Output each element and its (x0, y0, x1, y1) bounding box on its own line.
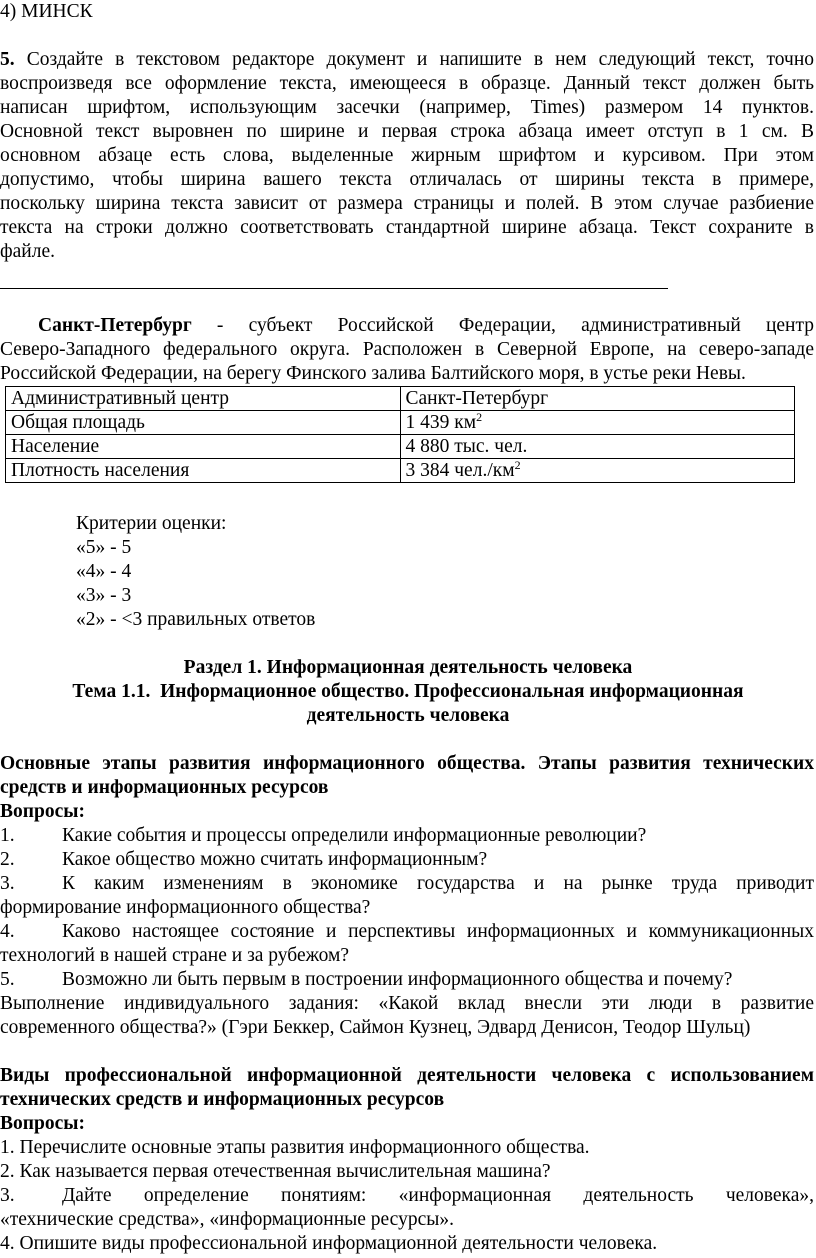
table-row (6, 411, 795, 435)
task5-line-9: файле. (0, 241, 55, 262)
block1-heading-line-1: Основные этапы развития информационного общества. Этапы развития технических (0, 753, 814, 774)
city-line: 4) МИНСК (0, 1, 93, 22)
task5-line-7: поскольку ширина текста зависит от размера страницы и полей. В этом случае разбиение (0, 193, 814, 214)
block1-question-4-cont: технологий в нашей стране и за рубежом? (0, 945, 349, 966)
table-cell-value: 4 880 тыс. чел. (400, 435, 795, 459)
table-row (6, 435, 795, 459)
table-cell-value: Санкт-Петербург (400, 387, 795, 411)
table-cell-label: Общая площадь (6, 411, 401, 435)
table-cell-value: 1 439 $км^2$ (400, 411, 795, 435)
task5-line-1: 5. Создайте в текстовом редакторе документ и напишите в нем следующий текст, точно (0, 49, 814, 70)
table-row (6, 387, 795, 411)
block1-question-3-cont: формирование информационного общества? (0, 897, 371, 918)
block2-heading-line-2: технических средств и информационных ресурсов (0, 1089, 445, 1110)
sample-line-2: Северо-Западного федерального округа. Расположен в Северной Европе, на северо-западе (0, 339, 814, 360)
criteria-title: Критерии оценки: (76, 513, 227, 534)
topic-title-line-2: деятельность человека (306, 705, 510, 726)
block2-question-3-cont: «технические средства», «информационные ресурсы». (0, 1209, 454, 1230)
table-cell-label: Население (6, 435, 401, 459)
topic-title-line-1: Тема 1.1. Информационное общество. Профессиональная информационная (72, 681, 744, 702)
sample-bold-term: Санкт-Петербург (38, 315, 192, 336)
block2-questions-label: Вопросы: (0, 1113, 85, 1134)
block1-question-5: 5. Возможно ли быть первым в построении информационного общества и почему? (0, 969, 733, 990)
block1-heading-line-2: средств и информационных ресурсов (0, 777, 329, 798)
table-cell-value: 3 384 $чел./км^2$ (400, 459, 795, 483)
task5-line-3: написан шрифтом, использующим засечки (например, Times) размером 14 пунктов. (0, 97, 814, 118)
table-cell-label: Административный центр (6, 387, 401, 411)
section-title: Раздел 1. Информационная деятельность человека (183, 657, 633, 678)
task5-line-4: Основной текст выровнен по ширине и первая строка абзаца имеет отступ в 1 см. В (0, 121, 814, 142)
task5-line-6: допустимо, чтобы ширина вашего текста отличалась от ширины текста в примере, (0, 169, 814, 190)
task5-line-2: воспроизведя все оформление текста, имеющееся в образце. Данный текст должен быть (0, 73, 814, 94)
block2-question-1: 1. Перечислите основные этапы развития информационного общества. (0, 1137, 590, 1158)
block2-question-2: 2. Как называется первая отечественная вычислительная машина? (0, 1161, 551, 1182)
block1-questions-label: Вопросы: (0, 801, 85, 822)
divider-line (0, 288, 668, 289)
criteria-item: «2» - <3 правильных ответов (76, 609, 316, 630)
city-info-table (5, 386, 795, 483)
block2-heading-line-1: Виды профессиональной информационной деятельности человека с использованием (0, 1065, 814, 1086)
block1-question-4: 4. Каково настоящее состояние и перспективы информационных и коммуникационных (0, 921, 814, 942)
sample-line-3: Российской Федерации, на берегу Финского залива Балтийского моря, в устье реки Невы. (0, 363, 746, 384)
block2-question-4: 4. Опишите виды профессиональной информационной деятельности человека. (0, 1233, 658, 1254)
criteria-item: «4» - 4 (76, 561, 132, 582)
task5-line-8: текста на строки должно соответствовать стандартной ширине абзаца. Текст сохраните в (0, 217, 814, 238)
block1-question-2: 2. Какое общество можно считать информационным? (0, 849, 488, 870)
block1-question-3: 3. К каким изменениям в экономике государства и на рынке труда приводит (0, 873, 814, 894)
block1-question-1: 1. Какие события и процессы определили информационные революции? (0, 825, 647, 846)
block1-task-line-1: Выполнение индивидуального задания: «Какой вклад внесли эти люди в развитие (0, 993, 814, 1014)
task5-line-5: основном абзаце есть слова, выделенные жирным шрифтом и курсивом. При этом (0, 145, 814, 166)
criteria-item: «5» - 5 (76, 537, 132, 558)
block1-task-line-2: современного общества?» (Гэри Беккер, Саймон Кузнец, Эдвард Денисон, Теодор Шульц) (0, 1017, 751, 1038)
block2-question-3: 3. Дайте определение понятиям: «информационная деятельность человека», (0, 1185, 814, 1206)
criteria-item: «3» - 3 (76, 585, 132, 606)
sample-line-1: Санкт-Петербург - субъект Российской Федерации, административный центр (38, 315, 814, 336)
task5-number: 5. (0, 49, 15, 70)
table-row (6, 459, 795, 483)
table-cell-label: Плотность населения (6, 459, 401, 483)
